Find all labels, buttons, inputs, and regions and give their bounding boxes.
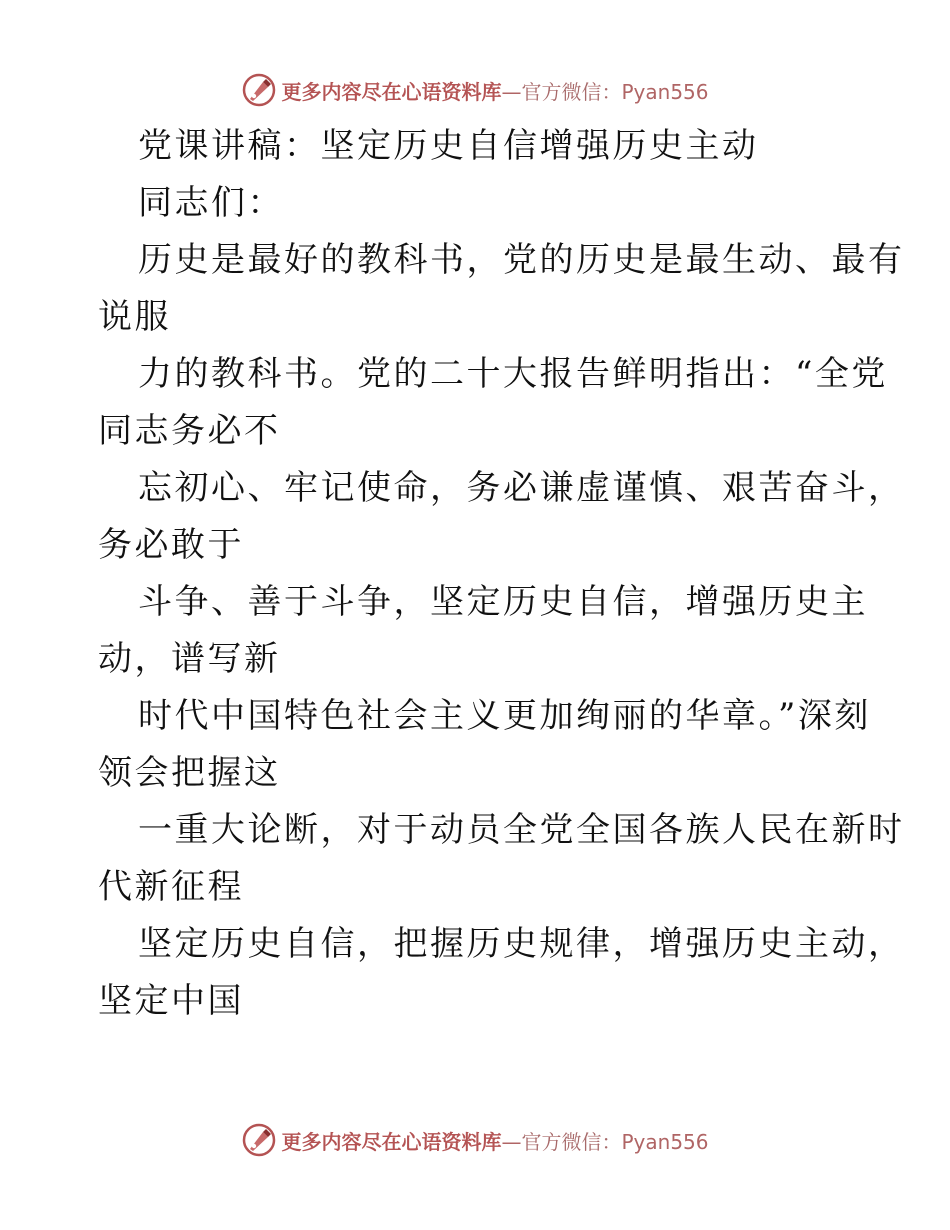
banner-wechat-label: 官方微信： bbox=[521, 1129, 622, 1154]
text-line: 领会把握这 bbox=[98, 753, 281, 793]
pen-logo-icon bbox=[241, 72, 277, 108]
text-line: 坚定历史自信，把握历史规律，增强历史主动， bbox=[138, 924, 905, 964]
text-line: 时代中国特色社会主义更加绚丽的华章。”深刻 bbox=[138, 696, 871, 736]
pen-logo-icon bbox=[241, 1122, 277, 1158]
banner-wechat-id: Pyan556 bbox=[621, 1129, 709, 1154]
header-banner bbox=[0, 70, 950, 110]
document-body bbox=[98, 118, 905, 1030]
banner-wechat-label: 官方微信： bbox=[521, 79, 622, 104]
banner-wechat-id: Pyan556 bbox=[621, 79, 709, 104]
text-line: 历史是最好的教科书，党的历史是最生动、最有 bbox=[138, 240, 905, 280]
footer-banner bbox=[0, 1120, 950, 1160]
salutation: 同志们： bbox=[138, 183, 284, 223]
text-line: 坚定中国 bbox=[98, 981, 244, 1021]
text-line: 同志务必不 bbox=[98, 411, 281, 451]
banner-lead: 更多内容尽在心语资料库 bbox=[281, 1129, 502, 1154]
banner-lead: 更多内容尽在心语资料库 bbox=[281, 79, 502, 104]
text-line: 力的教科书。党的二十大报告鲜明指出：“全党 bbox=[138, 354, 888, 394]
text-line: 动，谱写新 bbox=[98, 639, 281, 679]
text-line: 斗争、善于斗争，坚定历史自信，增强历史主 bbox=[138, 582, 868, 622]
text-line: 务必敢于 bbox=[98, 525, 244, 565]
text-line: 一重大论断，对于动员全党全国各族人民在新时 bbox=[138, 810, 905, 850]
text-line: 说服 bbox=[98, 297, 171, 337]
document-title: 党课讲稿：坚定历史自信增强历史主动 bbox=[138, 126, 759, 166]
text-line: 代新征程 bbox=[98, 867, 244, 907]
banner-text bbox=[281, 76, 708, 105]
text-line: 忘初心、牢记使命，务必谦虚谨慎、艰苦奋斗， bbox=[138, 468, 905, 508]
banner-dash: — bbox=[501, 79, 522, 104]
banner-text bbox=[281, 1126, 708, 1155]
banner-dash: — bbox=[501, 1129, 522, 1154]
